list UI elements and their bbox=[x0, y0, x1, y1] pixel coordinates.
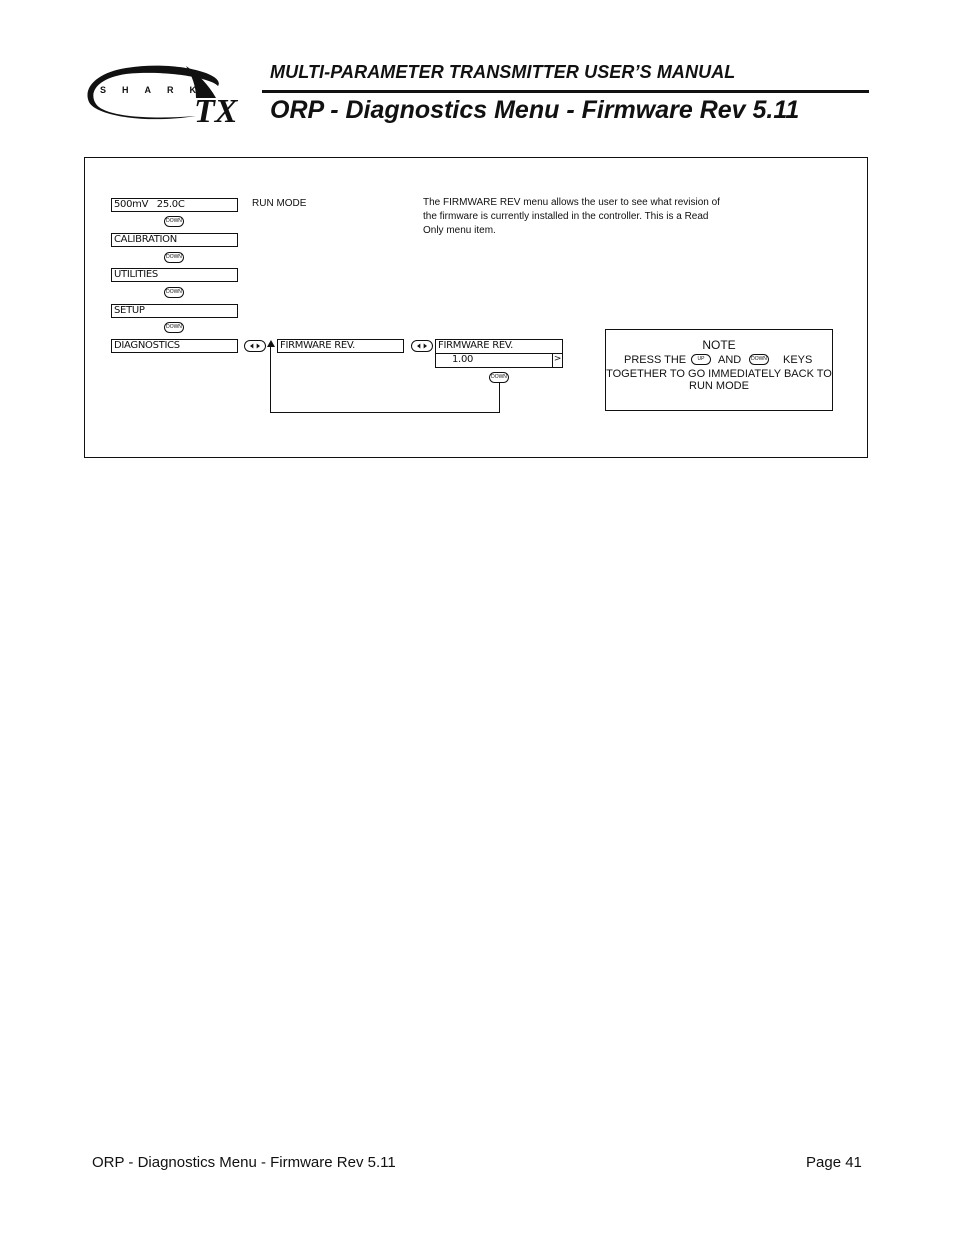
run-display-text: 500mV 25.0C bbox=[114, 199, 185, 210]
firmware-arrow: > bbox=[552, 353, 562, 367]
note-line-2: TOGETHER TO GO IMMEDIATELY BACK TO bbox=[606, 368, 832, 380]
run-mode-label: RUN MODE bbox=[252, 198, 307, 209]
note-line-3: RUN MODE bbox=[689, 380, 749, 392]
shark-tx-logo bbox=[86, 64, 256, 126]
down-key-label: DOWN bbox=[491, 374, 507, 380]
down-key-label: DOWN bbox=[166, 218, 182, 224]
firmware-rev-box-1 bbox=[277, 339, 404, 353]
calibration-text: CALIBRATION bbox=[114, 234, 177, 245]
header-rule bbox=[262, 90, 869, 93]
return-line-bottom bbox=[270, 412, 500, 413]
setup-box bbox=[111, 304, 238, 318]
firmware-rev-text-2: FIRMWARE REV. bbox=[438, 340, 514, 351]
note-press-the: PRESS THE bbox=[624, 354, 687, 366]
return-line-left bbox=[270, 347, 271, 412]
page-title: ORP - Diagnostics Menu - Firmware Rev 5.11 bbox=[270, 96, 800, 124]
firmware-rev-box-2 bbox=[435, 339, 563, 368]
note-up-key bbox=[691, 354, 711, 365]
page-number: Page 41 bbox=[806, 1154, 862, 1171]
description-line-2: the firmware is currently installed in the controller. This is a Read bbox=[423, 211, 709, 222]
description-line-3: Only menu item. bbox=[423, 225, 496, 236]
down-key-label: DOWN bbox=[166, 289, 182, 295]
description-line-1: The FIRMWARE REV menu allows the user to see what revision of bbox=[423, 197, 720, 208]
up-key-label: UP bbox=[697, 356, 705, 362]
down-key-2 bbox=[164, 252, 184, 263]
logo-tx-text: TX bbox=[194, 93, 238, 126]
diagnostics-text: DIAGNOSTICS bbox=[114, 340, 180, 351]
down-key-5 bbox=[489, 372, 509, 383]
firmware-rev-text-1: FIRMWARE REV. bbox=[280, 340, 356, 351]
utilities-text: UTILITIES bbox=[114, 269, 158, 280]
note-and: AND bbox=[718, 354, 742, 366]
footer-title: ORP - Diagnostics Menu - Firmware Rev 5.11 bbox=[92, 1154, 396, 1171]
down-key-label: DOWN bbox=[166, 254, 182, 260]
left-right-key-1 bbox=[244, 340, 266, 352]
calibration-box bbox=[111, 233, 238, 247]
down-key-4 bbox=[164, 322, 184, 333]
down-key-label: DOWN bbox=[751, 356, 767, 362]
utilities-box bbox=[111, 268, 238, 282]
left-right-key-2 bbox=[411, 340, 433, 352]
down-key-1 bbox=[164, 216, 184, 227]
note-box bbox=[605, 329, 833, 411]
manual-title: MULTI-PARAMETER TRANSMITTER USER’S MANUAL bbox=[270, 62, 736, 82]
run-display-box bbox=[111, 198, 238, 212]
description-text bbox=[423, 196, 753, 238]
note-line-1 bbox=[606, 353, 832, 368]
logo-shark-text: SHARK bbox=[100, 85, 213, 95]
down-key-3 bbox=[164, 287, 184, 298]
diagnostics-box bbox=[111, 339, 238, 353]
return-line-right bbox=[499, 383, 500, 413]
firmware-value: 1.00 bbox=[452, 354, 474, 365]
note-down-key bbox=[749, 354, 769, 365]
setup-text: SETUP bbox=[114, 305, 145, 316]
note-keys: KEYS bbox=[783, 354, 813, 366]
note-title: NOTE bbox=[702, 338, 736, 352]
down-key-label: DOWN bbox=[166, 324, 182, 330]
